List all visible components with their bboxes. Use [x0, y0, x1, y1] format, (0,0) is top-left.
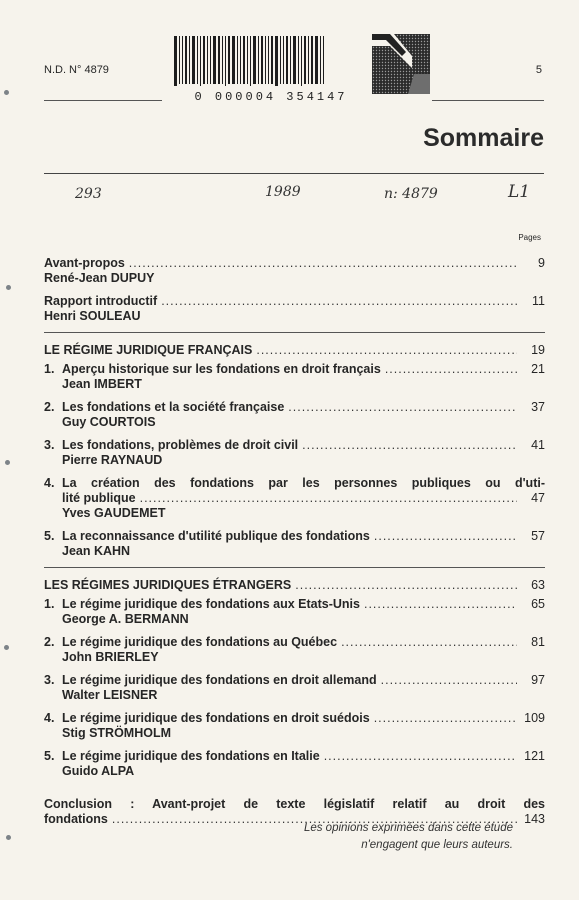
disclaimer-line: Les opinions exprimées dans cette étude: [303, 822, 513, 834]
document-reference: N.D. N° 4879: [44, 64, 109, 76]
barcode-bar: [228, 36, 230, 84]
entry-page: 63: [531, 578, 545, 592]
entry-author: George A. BERMANN: [62, 612, 189, 626]
entry-title: Avant-propos: [44, 256, 125, 270]
barcode-bar: [315, 36, 318, 84]
section-rule: [44, 567, 545, 568]
pages-column-label: Pages: [518, 233, 541, 242]
entry-page: 41: [531, 438, 545, 452]
entry-number: 1.: [44, 362, 55, 376]
toc-entry: [44, 597, 545, 626]
barcode-bar: [232, 36, 235, 84]
entry-page: 57: [531, 529, 545, 543]
barcode-bar: [250, 36, 251, 86]
barcode-bar: [283, 36, 284, 84]
entry-title: La reconnaissance d'utilité publique des fondations: [62, 529, 370, 543]
toc-entry: [44, 673, 545, 702]
toc-entry: [44, 711, 545, 740]
binding-mark: [6, 835, 11, 840]
entry-page: 109: [524, 711, 545, 725]
entry-page: 21: [531, 362, 545, 376]
barcode-bar: [240, 36, 241, 84]
entry-number: 2.: [44, 400, 55, 414]
barcode-bar: [192, 36, 195, 84]
entry-author: Yves GAUDEMET: [62, 506, 166, 520]
toc-entry: [44, 362, 545, 391]
barcode-bar: [225, 36, 226, 86]
barcode-bar: [200, 36, 201, 86]
barcode-bar: [268, 36, 269, 84]
barcode-bar: [185, 36, 187, 84]
entry-number: 4.: [44, 476, 55, 490]
entry-page: 97: [531, 673, 545, 687]
entry-page: 37: [531, 400, 545, 414]
barcode-bar: [247, 36, 248, 84]
handwritten-note: n: 4879: [384, 186, 438, 202]
publisher-logo: [372, 34, 430, 94]
entry-title-line: La création des fondations par les personnes publiques ou d'uti-: [62, 476, 545, 490]
barcode-bar: [258, 36, 259, 84]
entry-page: 81: [531, 635, 545, 649]
entry-author: Guido ALPA: [62, 764, 135, 778]
barcode-bar: [222, 36, 223, 84]
entry-author: Henri SOULEAU: [44, 309, 141, 323]
entry-title: Aperçu historique sur les fondations en droit français: [62, 362, 381, 376]
toc-entry: [44, 256, 545, 285]
page-title: Sommaire: [423, 124, 544, 152]
toc-entry: [44, 438, 545, 467]
entry-title: lité publique: [62, 491, 136, 505]
entry-number: 4.: [44, 711, 55, 725]
barcode-bar: [207, 36, 208, 84]
binding-mark: [4, 645, 9, 650]
disclaimer-line: n'engagent que leurs auteurs.: [361, 839, 513, 851]
entry-author: Walter LEISNER: [62, 688, 158, 702]
barcode-bar: [311, 36, 313, 84]
entry-title: Le régime juridique des fondations au Québec: [62, 635, 338, 649]
entry-page: 11: [532, 294, 545, 308]
barcode-bars: [174, 36, 368, 86]
entry-page: 143: [524, 812, 545, 826]
entry-title: Rapport introductif: [44, 294, 158, 308]
entry-number: 2.: [44, 635, 55, 649]
barcode-bar: [308, 36, 309, 84]
handwritten-note: 293: [75, 186, 102, 202]
section-rule: [44, 332, 545, 333]
toc-entry: [44, 400, 545, 429]
header-rule-left: [44, 100, 162, 101]
barcode-bar: [286, 36, 288, 84]
binding-mark: [4, 90, 9, 95]
section-title: LE RÉGIME JURIDIQUE FRANÇAIS: [44, 343, 253, 357]
entry-page: 47: [531, 491, 545, 505]
binding-mark: [6, 285, 11, 290]
section-heading: [44, 343, 545, 358]
barcode-bar: [293, 36, 296, 84]
barcode-bar: [280, 36, 281, 84]
barcode-bar: [203, 36, 205, 84]
entry-page: 9: [538, 256, 545, 270]
barcode-bar: [301, 36, 302, 86]
entry-title: fondations: [44, 812, 108, 826]
entry-number: 3.: [44, 673, 55, 687]
barcode-bar: [218, 36, 220, 84]
barcode-bar: [174, 36, 177, 86]
entry-number: 3.: [44, 438, 55, 452]
barcode-bar: [265, 36, 266, 84]
entry-title: Le régime juridique des fondations en droit allemand: [62, 673, 377, 687]
barcode-bar: [298, 36, 299, 84]
toc-entry: [44, 635, 545, 664]
handwritten-note: L1: [508, 182, 531, 202]
entry-page: 121: [524, 749, 545, 763]
title-rule: [44, 173, 544, 174]
toc-entry: [44, 529, 545, 558]
entry-title: Le régime juridique des fondations aux Etats-Unis: [62, 597, 360, 611]
barcode-bar: [237, 36, 238, 84]
entry-page: 65: [531, 597, 545, 611]
entry-author: René-Jean DUPUY: [44, 271, 155, 285]
barcode-bar: [243, 36, 245, 84]
barcode-bar: [210, 36, 211, 84]
barcode-bar: [290, 36, 291, 84]
entry-author: John BRIERLEY: [62, 650, 159, 664]
entry-title: Le régime juridique des fondations en Italie: [62, 749, 320, 763]
toc-entry: [44, 476, 545, 520]
disclaimer-note: [304, 820, 513, 854]
barcode-bar: [320, 36, 321, 84]
toc-entry: [44, 294, 545, 323]
entry-author: Guy COURTOIS: [62, 415, 156, 429]
barcode-bar: [275, 36, 278, 86]
barcode-bar: [197, 36, 198, 84]
barcode-bar: [179, 36, 180, 84]
entry-number: 1.: [44, 597, 55, 611]
barcode-bar: [213, 36, 216, 84]
handwritten-note: 1989: [265, 184, 301, 200]
barcode-bar: [323, 36, 324, 84]
page-number: 5: [535, 64, 542, 76]
entry-author: Stig STRÖMHOLM: [62, 726, 172, 740]
entry-number: 5.: [44, 749, 55, 763]
header-rule-right: [432, 100, 544, 101]
entry-number: 5.: [44, 529, 55, 543]
entry-title: Le régime juridique des fondations en droit suédois: [62, 711, 370, 725]
barcode-bar: [253, 36, 256, 84]
entry-author: Pierre RAYNAUD: [62, 453, 163, 467]
toc-entry: [44, 749, 545, 778]
barcode-number: 0 000004 354147: [194, 90, 348, 104]
entry-page: 19: [531, 343, 545, 357]
barcode-bar: [261, 36, 263, 84]
barcode-bar: [189, 36, 190, 84]
barcode-bar: [271, 36, 273, 84]
entry-title: Les fondations, problèmes de droit civil: [62, 438, 299, 452]
table-of-contents: [44, 256, 545, 836]
barcode-bar: [304, 36, 306, 84]
barcode-bar: [182, 36, 183, 84]
entry-title: Les fondations et la société française: [62, 400, 285, 414]
entry-author: Jean KAHN: [62, 544, 131, 558]
entry-title-line: Conclusion : Avant-projet de texte législatif relatif au droit des: [44, 797, 545, 811]
entry-author: Jean IMBERT: [62, 377, 142, 391]
section-title: LES RÉGIMES JURIDIQUES ÉTRANGERS: [44, 578, 292, 592]
section-heading: [44, 578, 545, 593]
barcode: [168, 34, 374, 104]
binding-mark: [5, 460, 10, 465]
